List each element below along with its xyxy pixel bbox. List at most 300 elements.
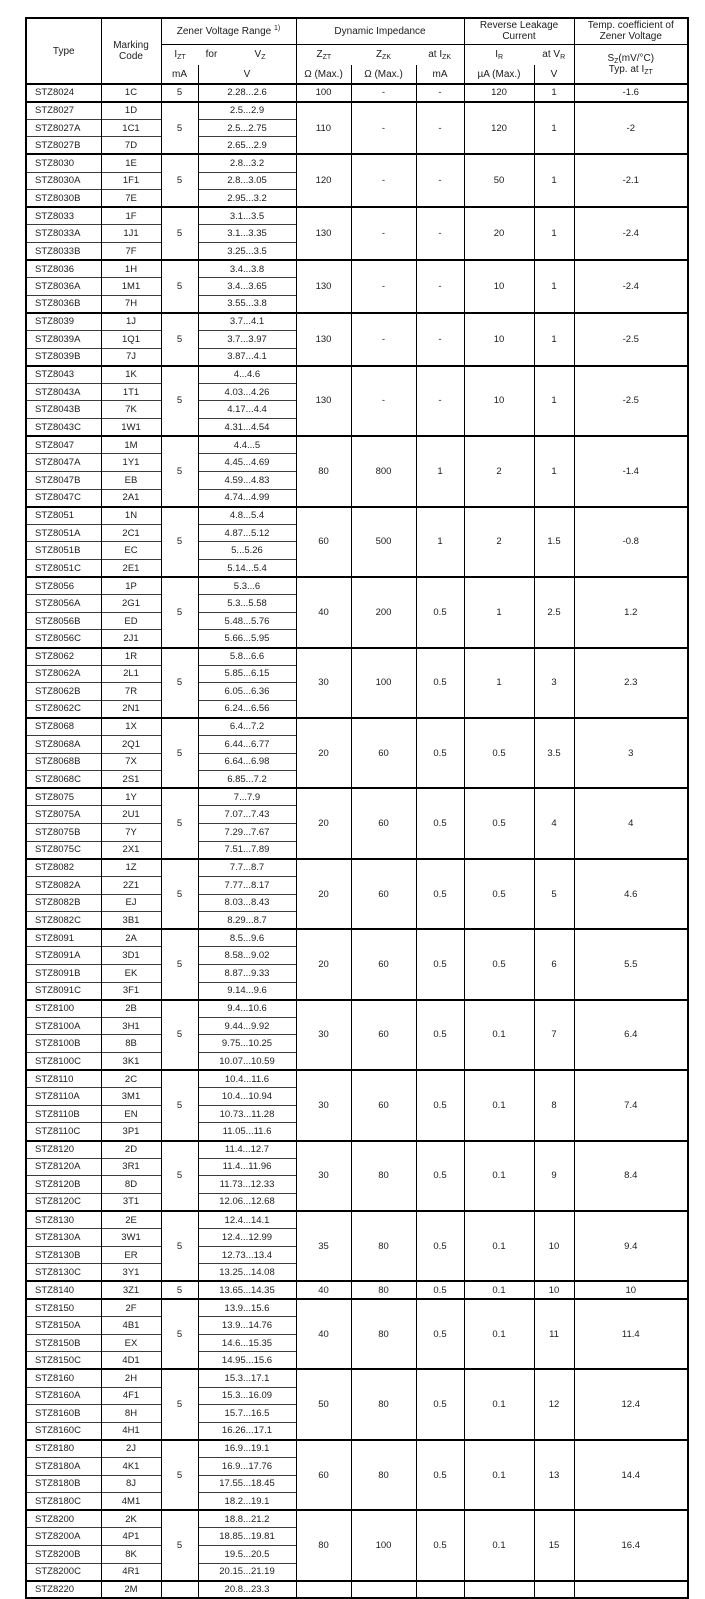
cell-sz: 1.2	[574, 577, 688, 647]
cell-zzk: 100	[351, 648, 416, 718]
cell-marking-code: 1M1	[101, 278, 161, 296]
cell-vz: 3.4...3.8	[198, 260, 296, 278]
cell-marking-code: 3Y1	[101, 1264, 161, 1282]
cell-at-izk: -	[416, 313, 464, 366]
cell-vz: 6.44...6.77	[198, 736, 296, 754]
cell-marking-code: 4F1	[101, 1387, 161, 1405]
cell-at-vr	[534, 1581, 574, 1599]
cell-type: STZ8036A	[26, 278, 101, 296]
cell-zzk: -	[351, 84, 416, 102]
cell-at-vr: 5	[534, 859, 574, 929]
cell-marking-code: 7K	[101, 401, 161, 419]
cell-type: STZ8150B	[26, 1334, 101, 1352]
cell-marking-code: 2F	[101, 1299, 161, 1317]
table-row	[26, 313, 688, 331]
cell-type: STZ8180B	[26, 1475, 101, 1493]
cell-vz: 18.2...19.1	[198, 1493, 296, 1511]
cell-marking-code: 2E	[101, 1211, 161, 1229]
cell-marking-code: 4P1	[101, 1528, 161, 1546]
cell-marking-code: 7X	[101, 753, 161, 771]
cell-marking-code: 8D	[101, 1176, 161, 1194]
cell-type: STZ8091B	[26, 964, 101, 982]
cell-marking-code: 2B	[101, 1000, 161, 1018]
cell-sz: -2.5	[574, 313, 688, 366]
cell-type: STZ8091A	[26, 947, 101, 965]
cell-ir	[464, 1581, 534, 1599]
cell-marking-code: 2K	[101, 1510, 161, 1528]
cell-type: STZ8082C	[26, 912, 101, 930]
cell-at-izk: 0.5	[416, 1299, 464, 1369]
cell-at-izk: 0.5	[416, 577, 464, 647]
cell-zzk: -	[351, 102, 416, 155]
cell-zzk: 60	[351, 718, 416, 788]
cell-zzt: 20	[296, 859, 351, 929]
cell-zzt: 40	[296, 1281, 351, 1299]
cell-zzt: 50	[296, 1369, 351, 1439]
cell-marking-code: 3B1	[101, 912, 161, 930]
cell-at-izk: 0.5	[416, 1000, 464, 1070]
cell-vz: 17.55...18.45	[198, 1475, 296, 1493]
cell-type: STZ8180C	[26, 1493, 101, 1511]
cell-zzt: 130	[296, 313, 351, 366]
cell-marking-code: ED	[101, 612, 161, 630]
col-header-sz	[574, 44, 688, 84]
cell-ir: 20	[464, 207, 534, 260]
cell-marking-code: 2C1	[101, 524, 161, 542]
cell-at-izk: 0.5	[416, 1070, 464, 1140]
cell-vz: 15.7...16.5	[198, 1405, 296, 1423]
cell-zzt: 20	[296, 718, 351, 788]
cell-type: STZ8100	[26, 1000, 101, 1018]
table-row	[26, 648, 688, 666]
cell-vz: 3.55...3.8	[198, 295, 296, 313]
cell-marking-code: 3M1	[101, 1088, 161, 1106]
cell-type: STZ8062C	[26, 700, 101, 718]
cell-izt: 5	[161, 1281, 198, 1299]
cell-vz: 4.4...5	[198, 436, 296, 454]
cell-zzk: 60	[351, 859, 416, 929]
cell-zzk: 100	[351, 1510, 416, 1580]
unit-zzt: Ω (Max.)	[296, 65, 351, 84]
cell-marking-code: 1T1	[101, 383, 161, 401]
cell-at-izk: 0.5	[416, 1141, 464, 1211]
cell-marking-code: 2A	[101, 929, 161, 947]
cell-at-vr: 1	[534, 313, 574, 366]
unit-vz: V	[198, 65, 296, 84]
cell-vz: 9.44...9.92	[198, 1017, 296, 1035]
cell-at-vr: 1	[534, 84, 574, 102]
cell-marking-code: 2D	[101, 1141, 161, 1159]
cell-zzt: 80	[296, 436, 351, 506]
cell-type: STZ8130	[26, 1211, 101, 1229]
col-group-zener-voltage-range: Zener Voltage Range $^{1)}$	[161, 18, 296, 44]
cell-marking-code: EK	[101, 964, 161, 982]
cell-type: STZ8039	[26, 313, 101, 331]
cell-zzt: 35	[296, 1211, 351, 1281]
cell-sz: 12.4	[574, 1369, 688, 1439]
cell-vz: 14.6...15.35	[198, 1334, 296, 1352]
cell-marking-code: 2U1	[101, 806, 161, 824]
cell-at-izk: 0.5	[416, 788, 464, 858]
cell-at-izk: 0.5	[416, 1281, 464, 1299]
cell-sz: 4.6	[574, 859, 688, 929]
cell-type: STZ8047B	[26, 471, 101, 489]
cell-type: STZ8100A	[26, 1017, 101, 1035]
cell-type: STZ8200B	[26, 1546, 101, 1564]
cell-ir: 1	[464, 577, 534, 647]
cell-izt: 5	[161, 1440, 198, 1510]
cell-sz: 5.5	[574, 929, 688, 999]
cell-zzk: 500	[351, 507, 416, 577]
cell-vz: 5.66...5.95	[198, 630, 296, 648]
table-row	[26, 1281, 688, 1299]
cell-sz: 3	[574, 718, 688, 788]
table-container	[25, 17, 689, 1599]
cell-vz: 8.58...9.02	[198, 947, 296, 965]
cell-at-izk: 0.5	[416, 648, 464, 718]
cell-zzk: 60	[351, 929, 416, 999]
cell-zzk: -	[351, 154, 416, 207]
cell-ir: 2	[464, 436, 534, 506]
cell-type: STZ8120B	[26, 1176, 101, 1194]
cell-at-izk	[416, 1581, 464, 1599]
cell-ir: 0.1	[464, 1369, 534, 1439]
cell-type: STZ8100B	[26, 1035, 101, 1053]
cell-vz: 4.8...5.4	[198, 507, 296, 525]
cell-type: STZ8075A	[26, 806, 101, 824]
table-header	[26, 18, 688, 84]
cell-type: STZ8027A	[26, 119, 101, 137]
cell-sz: -2.1	[574, 154, 688, 207]
cell-zzt: 30	[296, 1000, 351, 1070]
cell-marking-code: 2J	[101, 1440, 161, 1458]
cell-type: STZ8030B	[26, 190, 101, 208]
cell-type: STZ8120C	[26, 1193, 101, 1211]
cell-marking-code: 4K1	[101, 1458, 161, 1476]
cell-vz: 4.31...4.54	[198, 419, 296, 437]
cell-marking-code: 1X	[101, 718, 161, 736]
cell-at-izk: 0.5	[416, 718, 464, 788]
cell-sz: 8.4	[574, 1141, 688, 1211]
cell-type: STZ8033	[26, 207, 101, 225]
cell-vz: 13.9...14.76	[198, 1317, 296, 1335]
cell-vz: 20.15...21.19	[198, 1563, 296, 1581]
cell-marking-code: 2G1	[101, 595, 161, 613]
cell-marking-code: 2J1	[101, 630, 161, 648]
cell-type: STZ8160B	[26, 1405, 101, 1423]
cell-zzt: 60	[296, 507, 351, 577]
cell-at-vr: 7	[534, 1000, 574, 1070]
cell-izt: 5	[161, 84, 198, 102]
cell-marking-code: 3K1	[101, 1053, 161, 1071]
cell-ir: 0.1	[464, 1141, 534, 1211]
cell-at-vr: 1	[534, 207, 574, 260]
table-row	[26, 507, 688, 525]
cell-zzk: 200	[351, 577, 416, 647]
cell-marking-code: 1H	[101, 260, 161, 278]
cell-vz: 3.4...3.65	[198, 278, 296, 296]
cell-zzk	[351, 1581, 416, 1599]
cell-type: STZ8160	[26, 1369, 101, 1387]
cell-ir: 0.5	[464, 788, 534, 858]
cell-vz: 3.25...3.5	[198, 242, 296, 260]
cell-vz: 2.5...2.9	[198, 102, 296, 120]
cell-at-izk: -	[416, 366, 464, 436]
cell-vz: 5.85...6.15	[198, 665, 296, 683]
table-row	[26, 788, 688, 806]
unit-zzk: Ω (Max.)	[351, 65, 416, 84]
symbol-zzt: $Z_{ZT}$	[316, 49, 332, 62]
cell-vz: 13.65...14.35	[198, 1281, 296, 1299]
cell-vz: 9.75...10.25	[198, 1035, 296, 1053]
cell-marking-code: EB	[101, 471, 161, 489]
cell-type: STZ8051B	[26, 542, 101, 560]
cell-vz: 3.87...4.1	[198, 348, 296, 366]
cell-marking-code: 1C	[101, 84, 161, 102]
cell-izt: 5	[161, 577, 198, 647]
cell-vz: 2.28...2.6	[198, 84, 296, 102]
cell-marking-code: EJ	[101, 894, 161, 912]
cell-zzk: -	[351, 366, 416, 436]
cell-marking-code: 8B	[101, 1035, 161, 1053]
cell-at-vr: 13	[534, 1440, 574, 1510]
cell-at-izk: -	[416, 207, 464, 260]
cell-zzt: 40	[296, 577, 351, 647]
cell-type: STZ8036	[26, 260, 101, 278]
cell-vz: 7.51...7.89	[198, 841, 296, 859]
cell-sz: 7.4	[574, 1070, 688, 1140]
cell-vz: 11.73...12.33	[198, 1176, 296, 1194]
cell-marking-code: 7Y	[101, 824, 161, 842]
cell-sz: -2	[574, 102, 688, 155]
cell-sz: -2.5	[574, 366, 688, 436]
cell-zzt: 30	[296, 1070, 351, 1140]
table-row	[26, 1211, 688, 1229]
cell-marking-code: 8K	[101, 1546, 161, 1564]
cell-marking-code: 1F1	[101, 172, 161, 190]
cell-marking-code: 2L1	[101, 665, 161, 683]
cell-type: STZ8100C	[26, 1053, 101, 1071]
cell-type: STZ8110	[26, 1070, 101, 1088]
table-row	[26, 1070, 688, 1088]
cell-type: STZ8024	[26, 84, 101, 102]
cell-type: STZ8068B	[26, 753, 101, 771]
cell-marking-code: 7F	[101, 242, 161, 260]
cell-ir: 0.1	[464, 1000, 534, 1070]
cell-type: STZ8062A	[26, 665, 101, 683]
cell-vz: 10.73...11.28	[198, 1105, 296, 1123]
cell-vz: 4.17...4.4	[198, 401, 296, 419]
cell-marking-code: 8J	[101, 1475, 161, 1493]
table-row	[26, 1510, 688, 1528]
col-group-dynamic-impedance: Dynamic Impedance	[296, 18, 464, 44]
col-header-type: Type	[52, 45, 75, 57]
cell-type: STZ8051C	[26, 559, 101, 577]
cell-marking-code: 4H1	[101, 1422, 161, 1440]
cell-zzt: 80	[296, 1510, 351, 1580]
cell-type: STZ8033B	[26, 242, 101, 260]
cell-zzt	[296, 1581, 351, 1599]
cell-type: STZ8150C	[26, 1352, 101, 1370]
cell-at-vr: 2.5	[534, 577, 574, 647]
sz-condition-line: Typ. at $I_{ZT}$	[608, 63, 653, 76]
cell-at-vr: 1.5	[534, 507, 574, 577]
cell-zzk: -	[351, 260, 416, 313]
cell-izt: 5	[161, 436, 198, 506]
cell-izt: 5	[161, 1211, 198, 1281]
cell-marking-code: 2M	[101, 1581, 161, 1599]
cell-vz: 8.03...8.43	[198, 894, 296, 912]
cell-type: STZ8200A	[26, 1528, 101, 1546]
cell-at-izk: -	[416, 84, 464, 102]
table-row	[26, 260, 688, 278]
cell-vz: 11.4...12.7	[198, 1141, 296, 1159]
cell-vz: 5...5.26	[198, 542, 296, 560]
cell-type: STZ8150A	[26, 1317, 101, 1335]
cell-vz: 2.65...2.9	[198, 137, 296, 155]
cell-vz: 3.1...3.35	[198, 225, 296, 243]
cell-zzk: 60	[351, 788, 416, 858]
cell-vz: 12.4...14.1	[198, 1211, 296, 1229]
cell-type: STZ8047A	[26, 454, 101, 472]
cell-zzt: 30	[296, 1141, 351, 1211]
cell-vz: 16.9...17.76	[198, 1458, 296, 1476]
cell-marking-code: 7R	[101, 683, 161, 701]
cell-marking-code: 1J1	[101, 225, 161, 243]
cell-izt: 5	[161, 1510, 198, 1580]
cell-type: STZ8039B	[26, 348, 101, 366]
cell-marking-code: 3F1	[101, 982, 161, 1000]
cell-vz: 9.14...9.6	[198, 982, 296, 1000]
cell-sz: 14.4	[574, 1440, 688, 1510]
cell-vz: 7.77...8.17	[198, 876, 296, 894]
cell-vz: 10.4...11.6	[198, 1070, 296, 1088]
cell-ir: 0.1	[464, 1211, 534, 1281]
cell-ir: 120	[464, 84, 534, 102]
cell-at-vr: 6	[534, 929, 574, 999]
cell-zzt: 40	[296, 1299, 351, 1369]
cell-marking-code: 3P1	[101, 1123, 161, 1141]
cell-type: STZ8075	[26, 788, 101, 806]
cell-izt: 5	[161, 507, 198, 577]
cell-type: STZ8027B	[26, 137, 101, 155]
table-row	[26, 577, 688, 595]
table-row	[26, 1141, 688, 1159]
table-row	[26, 1581, 688, 1599]
cell-vz: 2.8...3.2	[198, 154, 296, 172]
cell-vz: 7...7.9	[198, 788, 296, 806]
cell-vz: 12.73...13.4	[198, 1246, 296, 1264]
cell-at-vr: 1	[534, 366, 574, 436]
cell-at-izk: 0.5	[416, 1440, 464, 1510]
cell-izt: 5	[161, 1000, 198, 1070]
cell-vz: 6.85...7.2	[198, 771, 296, 789]
cell-type: STZ8130C	[26, 1264, 101, 1282]
symbol-izt: $I_{ZT}$	[174, 49, 186, 62]
cell-at-vr: 10	[534, 1211, 574, 1281]
cell-ir: 1	[464, 648, 534, 718]
cell-at-vr: 12	[534, 1369, 574, 1439]
cell-at-izk: -	[416, 154, 464, 207]
cell-marking-code: 1R	[101, 648, 161, 666]
cell-izt: 5	[161, 366, 198, 436]
cell-vz: 13.9...15.6	[198, 1299, 296, 1317]
cell-at-vr: 1	[534, 102, 574, 155]
cell-marking-code: 1N	[101, 507, 161, 525]
cell-marking-code: 1C1	[101, 119, 161, 137]
cell-at-izk: -	[416, 102, 464, 155]
cell-marking-code: 2N1	[101, 700, 161, 718]
cell-marking-code: 8H	[101, 1405, 161, 1423]
cell-vz: 11.05...11.6	[198, 1123, 296, 1141]
cell-type: STZ8056A	[26, 595, 101, 613]
cell-vz: 3.7...4.1	[198, 313, 296, 331]
cell-vz: 18.85...19.81	[198, 1528, 296, 1546]
cell-zzk: 80	[351, 1369, 416, 1439]
table-row	[26, 1000, 688, 1018]
cell-type: STZ8030	[26, 154, 101, 172]
cell-type: STZ8068C	[26, 771, 101, 789]
cell-type: STZ8110C	[26, 1123, 101, 1141]
cell-marking-code: 1D	[101, 102, 161, 120]
cell-zzk: 60	[351, 1070, 416, 1140]
cell-at-vr: 8	[534, 1070, 574, 1140]
cell-type: STZ8110A	[26, 1088, 101, 1106]
cell-type: STZ8220	[26, 1581, 101, 1599]
cell-zzt: 20	[296, 788, 351, 858]
symbol-vz: $V_Z$	[254, 49, 266, 62]
cell-marking-code: 4M1	[101, 1493, 161, 1511]
cell-marking-code: 2Q1	[101, 736, 161, 754]
cell-type: STZ8027	[26, 102, 101, 120]
cell-izt: 5	[161, 1070, 198, 1140]
cell-vz: 7.29...7.67	[198, 824, 296, 842]
symbols-reverse-leakage	[464, 44, 574, 65]
cell-type: STZ8180A	[26, 1458, 101, 1476]
symbol-at-izk: at $I_{ZK}$	[428, 49, 452, 62]
cell-type: STZ8130B	[26, 1246, 101, 1264]
header-group-row	[26, 18, 688, 44]
cell-vz: 10.07...10.59	[198, 1053, 296, 1071]
cell-type: STZ8036B	[26, 295, 101, 313]
cell-sz: 9.4	[574, 1211, 688, 1281]
table-row	[26, 366, 688, 384]
cell-marking-code: 1P	[101, 577, 161, 595]
cell-type: STZ8062B	[26, 683, 101, 701]
cell-vz: 14.95...15.6	[198, 1352, 296, 1370]
cell-vz: 4.87...5.12	[198, 524, 296, 542]
cell-marking-code: 2C	[101, 1070, 161, 1088]
cell-zzk: 80	[351, 1299, 416, 1369]
cell-zzt: 130	[296, 260, 351, 313]
col-group-temp-coefficient: Temp. coefficient of Zener Voltage	[574, 18, 688, 44]
cell-vz: 10.4...10.94	[198, 1088, 296, 1106]
table-row	[26, 1299, 688, 1317]
cell-marking-code: ER	[101, 1246, 161, 1264]
cell-vz: 4...4.6	[198, 366, 296, 384]
cell-vz: 8.29...8.7	[198, 912, 296, 930]
cell-marking-code: 4B1	[101, 1317, 161, 1335]
table-row	[26, 929, 688, 947]
cell-ir: 0.5	[464, 929, 534, 999]
cell-type: STZ8047	[26, 436, 101, 454]
cell-type: STZ8082B	[26, 894, 101, 912]
cell-type: STZ8200C	[26, 1563, 101, 1581]
cell-vz: 4.45...4.69	[198, 454, 296, 472]
cell-at-vr: 11	[534, 1299, 574, 1369]
cell-marking-code: 1Y	[101, 788, 161, 806]
cell-marking-code: 1W1	[101, 419, 161, 437]
